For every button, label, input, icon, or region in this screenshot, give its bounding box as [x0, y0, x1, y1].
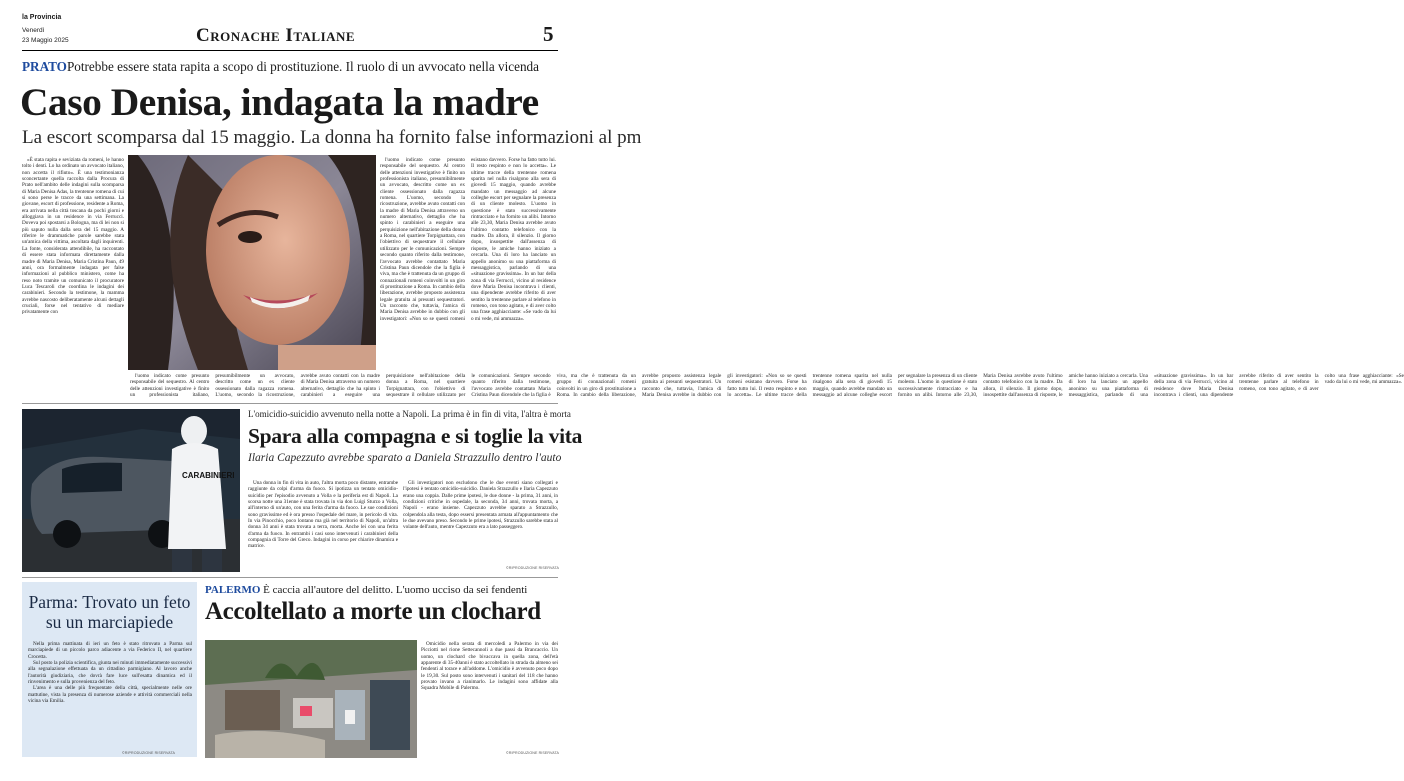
story3-credit: ©RIPRODUZIONE RISERVATA: [122, 751, 176, 755]
story1-column-2: [130, 373, 1404, 401]
story2-credit: ©RIPRODUZIONE RISERVATA: [506, 566, 560, 570]
story2-kicker: L'omicidio-suicidio avvenuto nella notte a Napoli. La prima è in fin di vita, l'altra è morta: [248, 409, 571, 419]
header-rule: [22, 50, 558, 51]
story2-photo: [22, 409, 240, 572]
story4-credit: ©RIPRODUZIONE RISERVATA: [506, 751, 560, 755]
story2-headline: Spara alla compagna e si toglie la vita: [248, 424, 583, 448]
story1-photo: [128, 155, 376, 370]
story1-body-2: l'uomo indicato come presunto responsabile del sequestro. Al centro delle attenzioni investigative è finito un professionista italiano, presumibilmente un avvocato, descritto come un ex cliente ossessionato dalla ragazza romena. L'uomo, secondo la ricostruzione, avrebbe avuto contatti con la madre di Maria Denisa attraverso un numero alternativo, dettaglio che ha spinto i carabinieri a eseguire una perquisizione nell'abitazione della donna a Roma, nel quartiere Torpignattara, con l'obiettivo di sequestrare il cellulare utilizzato per le comunicazioni. Sempre secondo quanto riferito dalla testimone, l'avvocato avrebbe contattato Maria Cristina Paun dicendole che la figlia è viva, ma che è trattenuta da un gruppo di connazionali romeni coinvolti in un giro di prostituzione a Roma. In cambio della liberazione, avrebbe proposto assistenza legale gratuita ai presunti sequestratori. Un racconto che, tuttavia, l'amica di Maria Denisa avrebbe in dubbio con gli investigatori: «Non so se questi romeni esistano davvero. Forse ha fatto tutto lui. Il resto respinto e non lo accetta». Le ultime tracce della trentenne romena sparita nel nulla risalgono alla sera di giovedì 15 maggio, quando avrebbe mandato un messaggio ad alcune colleghe escort per segnalare la presenza di un cliente molesto. L'uomo in questione è stato successivamente rintracciato e ha fornito un alibi. Intorno alle 23,30, Maria Denisa avrebbe avuto l'ultimo contatto telefonico con la madre. Da allora, il silenzio. Il giorno dopo, insospettite dall'assenza di risposte, le amiche hanno iniziato a cercarla. Una di loro ha lanciato un appello anonimo su una piattaforma di messaggistica, parlando di una «situazione gravissima». In un bar della zona di via Ferrucci, vicino al residence dove Maria Denisa incontrava i clienti, una dipendente avrebbe riferito di aver sentito la trentenne parlare al telefono in romeno, con tono agitato, e di aver colto una frase agghiacciante: «Se vado da lui o mi vede, mi ammazza».: [130, 373, 1404, 399]
section-title: Cronache Italiane: [196, 25, 356, 46]
story3-headline: Parma: Trovato un feto su un marciapiede: [28, 592, 191, 632]
story1-kicker: [22, 59, 562, 75]
story4-headline: Accoltellato a morte un clochard: [205, 598, 541, 625]
story2-column-2: [403, 480, 558, 560]
story2-body-1: Una donna in fin di vita in auto, l'altra morta poco distante, entrambe raggiunte da colpi d'arma da fuoco. Si ipotizza un tentato omicidio-suicidio per l'episodio avvenuto a Volla e la periferia est di Napoli. La scorsa notte una 31enne è stata trovata in via don Luigi Sturzo a Volla, all'interno di un'auto, con una ferita d'arma da fuoco. Le sue condizioni sono gravissime ed è ora presso l'ospedale del mare, in pericolo di vita. In via Pinocchio, poco lontano ma già nel territorio di Napoli, un'altra donna 34 anni è stata trovata a terra, morta. Anche lei con una ferita d'arma da fuoco. In entrambi i casi sono intervenuti i carabinieri della compagnia di Torre del Greco. Indagini in corso per chiarire dinamica e matrice.: [248, 480, 398, 550]
story-divider: [22, 577, 558, 578]
carabinieri-label: CARABINIERI: [182, 471, 235, 480]
story2-column-1: [248, 480, 398, 570]
page-number: 5: [543, 22, 554, 46]
story2-subheadline: Ilaria Capezzuto avrebbe sparato a Daniela Strazzullo dentro l'auto: [248, 452, 562, 464]
story4-kicker-city: PALERMO: [205, 584, 261, 596]
story2-body-2: Gli investigatori non escludono che le due eventi siano collegati e l'ipotesi è tentato omicidio-suicidio. Daniela Strazzullo e Ilaria Capezzuto erano una coppia. Dalle prime ipotesi, le due donne - la prima, 31 anni, in condizioni critiche in ospedale, la seconda, 34 anni, trovata morta, a Napoli - erano insieme. Capezzuto avrebbe sparato a Strazzullo, colpendola alla testa, dopo essersi presentata armata all'appuntamento che le due avevano preso. Secondo le prime ipotesi, Strazzullo sarebbe stata al volante dell'auto, mentre Capezzuto era a lato passeggero.: [403, 480, 558, 531]
story4-kicker-text: È caccia all'autore del delitto. L'uomo ucciso da sei fendenti: [263, 584, 528, 596]
story1-body-1: «È stata rapita e seviziata da romeni, le hanno tolto i denti. Lo ha ordinato un avvocato italiano, non accetta il rifiuto». È una testimonianza sconcertante quella raccolta dalla Procura di Prato nell'ambito delle indagini sulla scomparsa di Maria Denisa Adas, la trentenne romena di cui si sono perse le tracce da una settimana. La giovane, escort di professione, residente a Roma, era arrivata nella città toscana da pochi giorni e alloggiava in un residence in via Ferrucci. Doveva poi spostarsi a Bologna, ma di lei non si più saputo nulla dalla sera del 15 maggio. A riferire le drammatiche parole sarebbe stata un'amica della vittima, ascoltata dagli inquirenti. La fonte, considerata attendibile, ha raccontato di essere stata informata direttamente dalla madre di Maria Denisa, Maria Cristina Paun, 49 anni, ora formalmente indagata per false informazioni al pubblico ministero, come ha reso noto tramite un comunicato il procuratore Luca Tescaroli che coordina le indagini dei carabinieri. Secondo la testimone, la mamma avrebbe nascosto deliberatamente alcuni dettagli cruciali, forse nel tentativo di mediare privatamente con: [22, 157, 124, 316]
issue-date: 23 Maggio 2025: [22, 37, 69, 44]
story4-body: [421, 641, 558, 751]
story-divider: [22, 403, 558, 404]
story1-kicker-text: Potrebbe essere stata rapita a scopo di prostituzione. Il ruolo di un avvocato nella vicenda: [66, 59, 539, 74]
crime-scene-image-icon: [22, 409, 240, 572]
issue-day: Venerdì: [22, 27, 45, 34]
story1-column-1: [22, 157, 124, 370]
story1-body-3: l'uomo indicato come presunto responsabile del sequestro. Al centro delle attenzioni investigative è finito un professionista italiano, presumibilmente un avvocato, descritto come un ex cliente ossessionato dalla ragazza romena. L'uomo, secondo la ricostruzione, avrebbe avuto contatti con la madre di Maria Denisa attraverso un numero alternativo, dettaglio che ha spinto i carabinieri a eseguire una perquisizione nell'abitazione della donna a Roma, nel quartiere Torpignattara, con l'obiettivo di sequestrare il cellulare utilizzato per le comunicazioni. Sempre secondo quanto riferito dalla testimone, l'avvocato avrebbe contattato Maria Cristina Paun dicendole che la figlia è viva, ma che è trattenuta da un gruppo di connazionali romeni coinvolti in un giro di prostituzione a Roma. In cambio della liberazione, avrebbe proposto assistenza legale gratuita ai presunti sequestratori. Un racconto che, tuttavia, l'amica di Maria Denisa avrebbe in dubbio con gli investigatori: «Non so se questi romeni esistano davvero. Forse ha fatto tutto lui. Il resto respinto e non lo accetta». Le ultime tracce della trentenne romena sparita nel nulla risalgono alla sera di giovedì 15 maggio, quando avrebbe mandato un messaggio ad alcune colleghe escort per segnalare la presenza di un cliente molesto. L'uomo in questione è stato successivamente rintracciato e ha fornito un alibi. Intorno alle 23,30, Maria Denisa avrebbe avuto l'ultimo contatto telefonico con la madre. Da allora, il silenzio. Il giorno dopo, insospettite dall'assenza di risposte, le amiche hanno iniziato a cercarla. Una di loro ha lanciato un appello anonimo su una piattaforma di messaggistica, parlando di una «situazione gravissima». In un bar della zona di via Ferrucci, vicino al residence dove Maria Denisa incontrava i clienti, una dipendente avrebbe riferito di aver sentito la trentenne parlare al telefono in romeno, con tono agitato, e di aver colto una frase agghiacciante: «Se vado da lui o mi vede, mi ammazza».: [380, 157, 556, 322]
story4-paragraph: Omicidio nella serata di mercoledì a Palermo in via dei Picciotti nel rione Settecannoli a due passi da Brancaccio. Un uomo, un clochard che bivaccava in quella zona, dell'età apparente di 35-40anni è stato accoltellato in strada da almeno sei fendenti al torace e all'addome. L'omicidio è avvenuto poco dopo le 19,30. Sul posto sono intervenuti i sanitari del 118 che hanno provato invano a rianimarlo. Le indagini sono affidate alla Squadra Mobile di Palermo.: [421, 641, 558, 692]
story1-subheadline: La escort scomparsa dal 15 maggio. La donna ha fornito false informazioni al pm: [22, 127, 642, 148]
newspaper-logo: la Provincia: [22, 14, 62, 21]
story3-body: [28, 641, 192, 751]
story1-column-3: [380, 157, 556, 401]
story1-headline: Caso Denisa, indagata la madre: [20, 80, 539, 124]
story4-photo: [205, 640, 417, 758]
story4-kicker: [205, 584, 527, 596]
portrait-image-icon: [128, 155, 376, 370]
story3-paragraph-3: L'area è una delle più frequentate della città, specialmente nelle ore mattutine, vista la presenza di numerose aziende e attività commerciali nella vicina via Emilia.: [28, 685, 192, 705]
story1-kicker-city: PRATO: [22, 59, 67, 74]
street-scene-image-icon: [205, 640, 417, 758]
story3-paragraph-1: Nella prima mattinata di ieri un feto è stato ritrovato a Parma sul marciapiede di un piccolo parco adiacente a via Federico II, nel quartiere Crocetta.: [28, 641, 192, 660]
story3-paragraph-2: Sul posto la polizia scientifica, giunta nei minuti immediatamente successivi alla segnalazione effettuata da un cittadino parmigiano. Al lavoro anche l'autorità giudiziaria, che dovrà fare luce sull'esatta dinamica ed il rinvenimento e sulla provenienza del feto.: [28, 660, 192, 686]
